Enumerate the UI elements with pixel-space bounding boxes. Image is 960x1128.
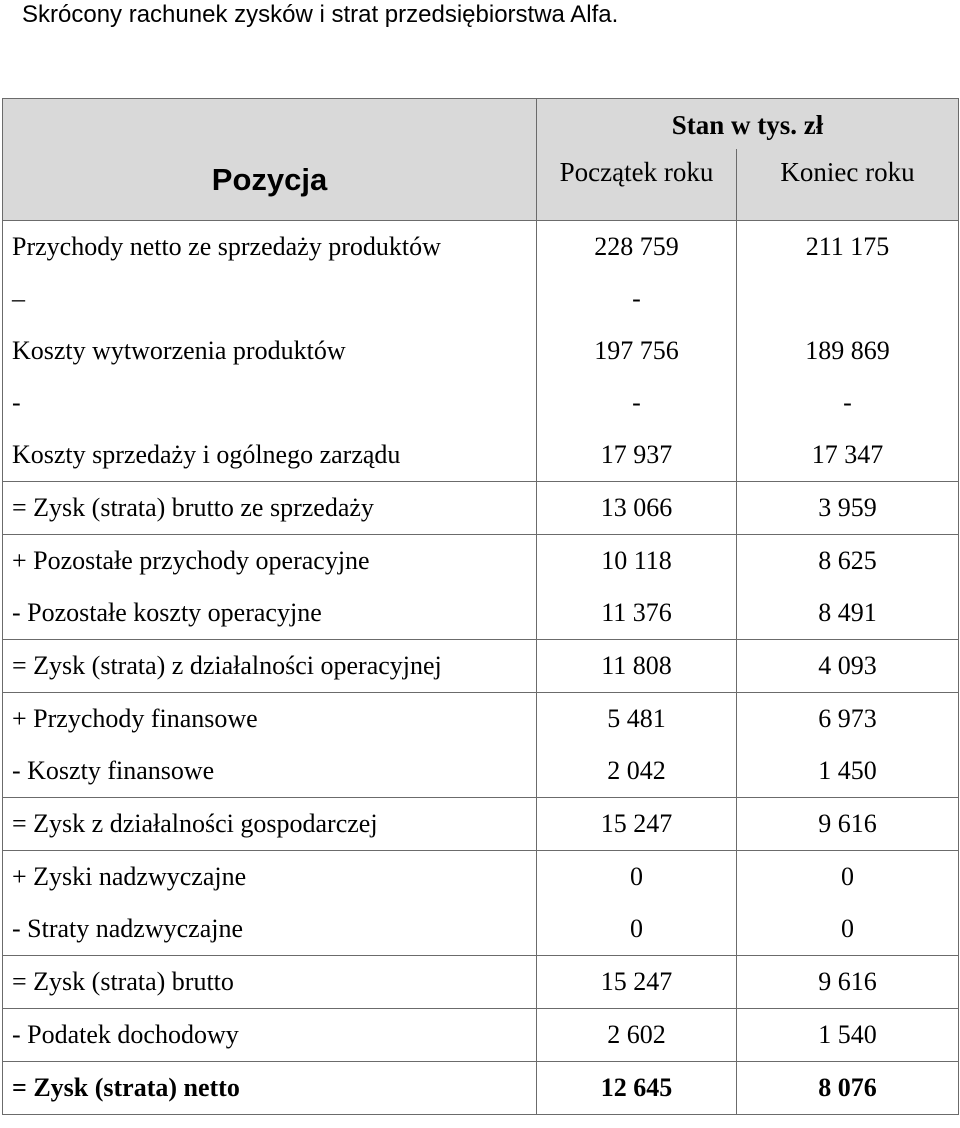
row-label: = Zysk z działalności gospodarczej	[12, 809, 378, 838]
row-label: + Przychody finansowe	[12, 704, 258, 733]
row-label: - Podatek dochodowy	[12, 1020, 239, 1049]
value-start-of-year-cell	[537, 693, 737, 798]
row-label-cell	[3, 1062, 537, 1115]
row-label-cell	[3, 798, 537, 851]
value-start-of-year: 0	[630, 914, 643, 943]
value-start-of-year: 13 066	[600, 493, 673, 522]
value-end-of-year-cell	[737, 482, 959, 535]
table-row	[3, 1009, 959, 1062]
value-end-of-year: 3 959	[818, 493, 877, 522]
row-label: –	[12, 284, 25, 313]
row-label: + Zyski nadzwyczajne	[12, 862, 247, 891]
value-end-of-year: 1 450	[818, 756, 877, 785]
value-start-of-year: 2 042	[607, 756, 666, 785]
value-start-of-year: 15 247	[600, 967, 673, 996]
row-label-cell	[3, 535, 537, 640]
value-start-of-year: 197 756	[594, 336, 679, 365]
row-label: Koszty wytworzenia produktów	[12, 336, 346, 365]
row-label-cell	[3, 640, 537, 693]
value-start-of-year: -	[632, 284, 641, 313]
value-end-of-year: 9 616	[818, 809, 877, 838]
value-start-of-year-cell	[537, 221, 737, 482]
value-end-of-year: 8 076	[818, 1073, 877, 1102]
table-row	[3, 798, 959, 851]
value-end-of-year-cell	[737, 1062, 959, 1115]
header-unit: Stan w tys. zł	[537, 99, 959, 149]
row-label: + Pozostałe przychody operacyjne	[12, 546, 370, 575]
row-label-cell	[3, 851, 537, 956]
value-start-of-year: 0	[630, 862, 643, 891]
value-start-of-year-cell	[537, 956, 737, 1009]
row-label: -	[12, 388, 21, 417]
value-start-of-year: 17 937	[600, 440, 673, 469]
table-body	[3, 221, 959, 1115]
value-start-of-year: 228 759	[594, 232, 679, 261]
row-label-cell	[3, 221, 537, 482]
value-end-of-year-cell	[737, 851, 959, 956]
table-row	[3, 956, 959, 1009]
table-row	[3, 693, 959, 798]
row-label: - Koszty finansowe	[12, 756, 215, 785]
table-row	[3, 535, 959, 640]
value-start-of-year-cell	[537, 851, 737, 956]
row-label: Koszty sprzedaży i ogólnego zarządu	[12, 440, 401, 469]
value-end-of-year-cell	[737, 535, 959, 640]
value-end-of-year-cell	[737, 221, 959, 482]
value-start-of-year-cell	[537, 535, 737, 640]
row-label: = Zysk (strata) brutto ze sprzedaży	[12, 493, 374, 522]
value-start-of-year: 11 808	[601, 651, 672, 680]
row-label-cell	[3, 956, 537, 1009]
row-label: = Zysk (strata) brutto	[12, 967, 234, 996]
header-end-of-year: Koniec roku	[737, 149, 959, 221]
value-end-of-year: 9 616	[818, 967, 877, 996]
row-label-cell	[3, 482, 537, 535]
value-start-of-year-cell	[537, 1062, 737, 1115]
value-end-of-year-cell	[737, 640, 959, 693]
value-end-of-year-cell	[737, 956, 959, 1009]
row-label: = Zysk (strata) netto	[12, 1073, 240, 1102]
row-label-cell	[3, 1009, 537, 1062]
value-end-of-year: 0	[841, 862, 854, 891]
value-start-of-year: -	[632, 388, 641, 417]
value-start-of-year-cell	[537, 1009, 737, 1062]
value-end-of-year: 8 625	[818, 546, 877, 575]
value-end-of-year	[737, 273, 958, 325]
value-start-of-year: 5 481	[607, 704, 666, 733]
value-end-of-year: 6 973	[818, 704, 877, 733]
value-end-of-year: 189 869	[805, 336, 890, 365]
value-end-of-year: 1 540	[818, 1020, 877, 1049]
header-start-of-year: Początek roku	[537, 149, 737, 221]
row-label: - Pozostałe koszty operacyjne	[12, 598, 322, 627]
value-end-of-year: 0	[841, 914, 854, 943]
table-row	[3, 851, 959, 956]
row-label: Przychody netto ze sprzedaży produktów	[12, 232, 441, 261]
row-label: = Zysk (strata) z działalności operacyjnej	[12, 651, 442, 680]
value-end-of-year-cell	[737, 798, 959, 851]
document-caption: Skrócony rachunek zysków i strat przedsiębiorstwa Alfa.	[22, 1, 619, 28]
table-row	[3, 221, 959, 482]
value-start-of-year: 2 602	[607, 1020, 666, 1049]
value-end-of-year: 17 347	[811, 440, 884, 469]
income-statement-table	[2, 98, 959, 1115]
value-start-of-year: 15 247	[600, 809, 673, 838]
row-label: - Straty nadzwyczajne	[12, 914, 244, 943]
value-start-of-year-cell	[537, 482, 737, 535]
value-start-of-year: 12 645	[600, 1073, 673, 1102]
table-row	[3, 640, 959, 693]
value-end-of-year: 8 491	[818, 598, 877, 627]
header-pozycja: Pozycja	[3, 99, 537, 221]
value-start-of-year-cell	[537, 640, 737, 693]
value-start-of-year-cell	[537, 798, 737, 851]
row-label-cell	[3, 693, 537, 798]
value-end-of-year: -	[843, 388, 852, 417]
value-end-of-year: 4 093	[818, 651, 877, 680]
value-start-of-year: 10 118	[601, 546, 672, 575]
table-row	[3, 1062, 959, 1115]
value-end-of-year-cell	[737, 1009, 959, 1062]
value-end-of-year: 211 175	[805, 232, 890, 261]
table-row	[3, 482, 959, 535]
value-start-of-year: 11 376	[601, 598, 672, 627]
value-end-of-year-cell	[737, 693, 959, 798]
